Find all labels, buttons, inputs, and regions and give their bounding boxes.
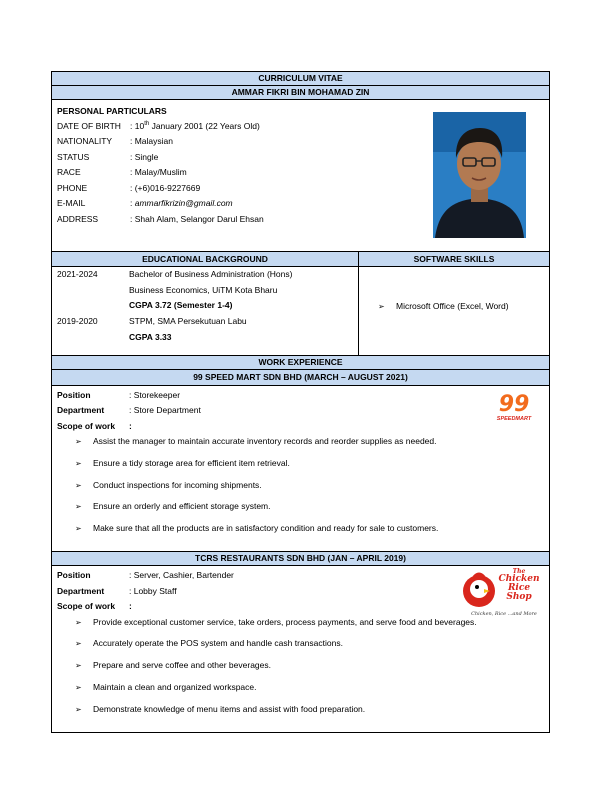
status-value: : Single	[130, 152, 159, 162]
job-1-duty-2: Ensure a tidy storage area for efficient item retrieval.	[93, 458, 290, 468]
job-1-duty-1: Assist the manager to maintain accurate inventory records and reorder supplies as needed.	[93, 436, 437, 446]
edu-line-1a: Bachelor of Business Administration (Hons)	[129, 269, 293, 279]
arrow-bullet-icon: ➢	[75, 661, 82, 670]
job-1-position-label: Position	[57, 390, 91, 400]
arrow-bullet-icon: ➢	[75, 459, 82, 468]
arrow-bullet-icon: ➢	[75, 683, 82, 692]
job-1-duty-5: Make sure that all the products are in satisfactory condition and ready for sale to customers.	[93, 523, 439, 533]
email-value[interactable]: : ammarfikrizin@gmail.com	[130, 198, 233, 208]
arrow-bullet-icon: ➢	[75, 524, 82, 533]
address-value: : Shah Alam, Selangor Darul Ehsan	[130, 214, 264, 224]
arrow-bullet-icon: ➢	[75, 437, 82, 446]
job-1-department: : Store Department	[129, 405, 201, 415]
job-2-duty-3: Prepare and serve coffee and other beverages.	[93, 660, 271, 670]
phone-label: PHONE	[57, 183, 88, 193]
dob-label: DATE OF BIRTH	[57, 121, 121, 131]
software-item-1: Microsoft Office (Excel, Word)	[396, 301, 509, 311]
nationality-value: : Malaysian	[130, 136, 173, 146]
column-divider	[358, 252, 359, 355]
personal-heading: PERSONAL PARTICULARS	[57, 106, 167, 116]
arrow-bullet-icon: ➢	[75, 502, 82, 511]
dob-value: : 10th January 2001 (22 Years Old)	[130, 121, 260, 131]
edu-line-2a: STPM, SMA Persekutuan Labu	[129, 316, 247, 326]
race-label: RACE	[57, 167, 81, 177]
job-2-scope-label: Scope of work	[57, 601, 116, 611]
job-1-company: 99 SPEED MART SDN BHD (MARCH – AUGUST 2021)	[52, 370, 549, 386]
job-2-duty-5: Demonstrate knowledge of menu items and assist with food preparation.	[93, 704, 366, 714]
job-2-department-label: Department	[57, 586, 105, 596]
job-1-department-label: Department	[57, 405, 105, 415]
email-label: E-MAIL	[57, 198, 86, 208]
chicken-rice-shop-logo: The Chicken Rice Shop Chicken, Rice ...and More	[462, 569, 546, 619]
job-2-scope-colon: :	[129, 601, 132, 611]
job-2-position-label: Position	[57, 570, 91, 580]
job-1-scope-colon: :	[129, 421, 132, 431]
education-heading: EDUCATIONAL BACKGROUND	[142, 254, 268, 264]
edu-cgpa-1: CGPA 3.72 (Semester 1-4)	[129, 300, 233, 310]
job-1-position: : Storekeeper	[129, 390, 181, 400]
work-heading: WORK EXPERIENCE	[52, 356, 549, 370]
job-2-duty-2: Accurately operate the POS system and handle cash transactions.	[93, 638, 343, 648]
job-1-scope-label: Scope of work	[57, 421, 116, 431]
nationality-label: NATIONALITY	[57, 136, 113, 146]
arrow-bullet-icon: ➢	[75, 481, 82, 490]
edu-cgpa-2: CGPA 3.33	[129, 332, 172, 342]
job-1-duty-4: Ensure an orderly and efficient storage system.	[93, 501, 271, 511]
speedmart-logo: 99 SPEEDMART	[496, 392, 532, 422]
job-2-position: : Server, Cashier, Bartender	[129, 570, 234, 580]
job-2-duty-4: Maintain a clean and organized workspace.	[93, 682, 257, 692]
phone-value: : (+6)016-9227669	[130, 183, 201, 193]
race-value: : Malay/Muslim	[130, 167, 187, 177]
cv-title: CURRICULUM VITAE	[52, 72, 549, 86]
arrow-bullet-icon: ➢	[75, 639, 82, 648]
edu-years-2: 2019-2020	[57, 316, 98, 326]
cv-document	[51, 71, 550, 733]
job-2-duty-1: Provide exceptional customer service, take orders, process payments, and serve food and beverages.	[93, 617, 477, 627]
status-label: STATUS	[57, 152, 90, 162]
job-2-company: TCRS RESTAURANTS SDN BHD (JAN – APRIL 2019)	[52, 552, 549, 566]
arrow-bullet-icon: ➢	[75, 705, 82, 714]
edu-years-1: 2021-2024	[57, 269, 98, 279]
email-link[interactable]: ammarfikrizin@gmail.com	[134, 198, 233, 208]
edu-line-1b: Business Economics, UiTM Kota Bharu	[129, 285, 278, 295]
profile-photo	[433, 112, 526, 238]
job-2-department: : Lobby Staff	[129, 586, 177, 596]
arrow-bullet-icon: ➢	[75, 618, 82, 627]
applicant-name: AMMAR FIKRI BIN MOHAMAD ZIN	[52, 86, 549, 100]
job-1-duty-3: Conduct inspections for incoming shipments.	[93, 480, 262, 490]
arrow-bullet-icon: ➢	[378, 302, 385, 311]
software-heading: SOFTWARE SKILLS	[413, 254, 495, 264]
address-label: ADDRESS	[57, 214, 99, 224]
